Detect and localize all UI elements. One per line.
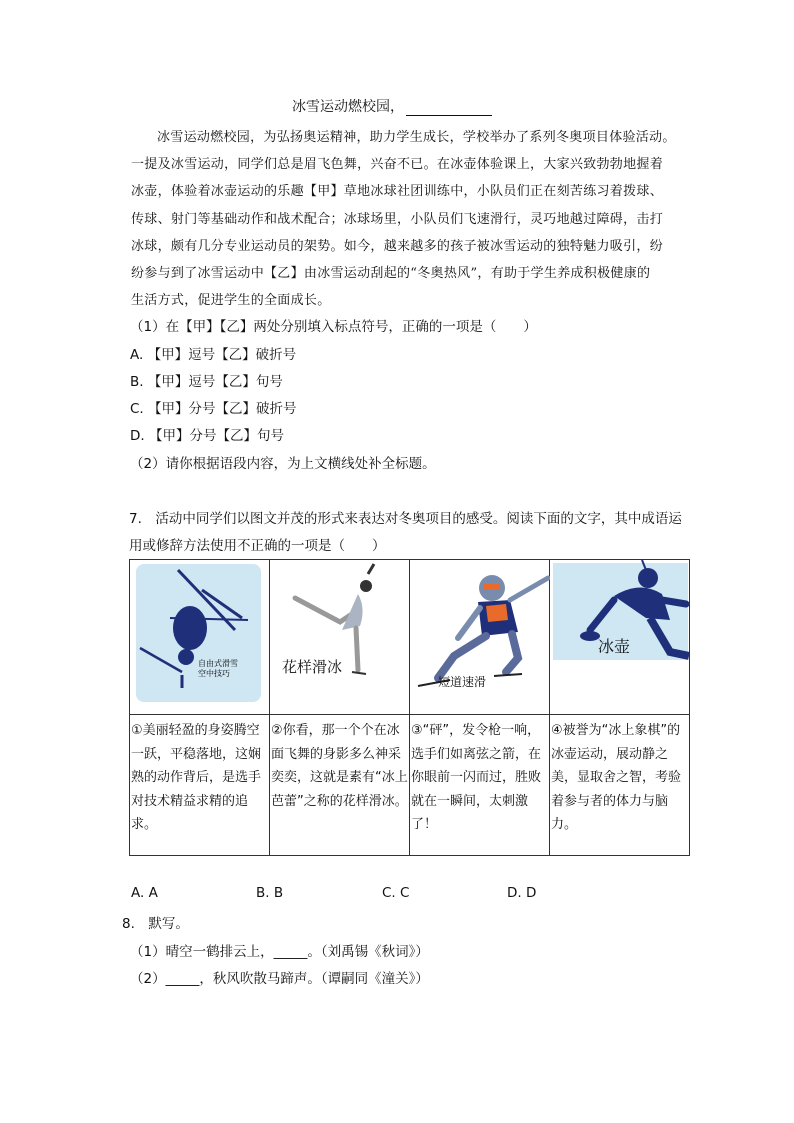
option-a[interactable]: A. 【甲】逗号【乙】破折号 [130,347,297,363]
sports-table [129,559,690,856]
answer-a[interactable]: A. A [131,885,158,901]
question-8-line-2: （2）_____，秋风吹散马蹄声。（谭嗣同《潼关》） [130,971,429,987]
section-title-text: 冰雪运动燃校园， [292,99,404,115]
question-8-line-1: （1）晴空一鹤排云上，_____。（刘禹锡《秋词》） [130,944,429,960]
section-title [292,96,492,116]
curling-icon [550,560,689,710]
question-8-title: 8. 默写。 [122,916,189,932]
answer-d[interactable]: D. D [507,885,537,901]
cell-text-1: ①美丽轻盈的身姿腾空一跃，平稳落地，这娴熟的动作背后，是选手对技术精益求精的追求。 [130,715,270,856]
passage [131,124,691,314]
speed-skating-label: 短道速滑 [438,675,487,689]
freestyle-label-2: 空中技巧 [198,669,230,678]
passage-line: 一提及冰雪运动，同学们总是眉飞色舞，兴奋不已。在冰壶体验课上，大家兴致勃勃地握着 [131,157,664,173]
figure-skating-icon [270,560,410,710]
answer-b[interactable]: B. B [256,885,284,901]
option-d[interactable]: D. 【甲】分号【乙】句号 [130,428,284,444]
option-b[interactable]: B. 【甲】逗号【乙】句号 [130,374,283,390]
cell-speed-skating [410,560,550,715]
title-blank[interactable] [406,101,492,116]
cell-freestyle-ski [130,560,270,715]
cell-text-2: ②你看，那一个个在冰面飞舞的身影多么神采奕奕，这就是素有“冰上芭蕾”之称的花样滑冰。 [270,715,410,856]
passage-line: 生活方式，促进学生的全面成长。 [131,293,331,309]
freestyle-label-1: 自由式滑雪 [198,659,238,668]
cell-figure-skating [270,560,410,715]
speed-skating-icon [410,560,550,710]
cell-curling [550,560,690,715]
q7-line: 用或修辞方法使用不正确的一项是（ ） [129,538,386,554]
passage-line: 冰壶，体验着冰壶运动的乐趣【甲】草地冰球社团训练中，小队员们正在刻苦练习着拨球、 [131,184,664,200]
option-c[interactable]: C. 【甲】分号【乙】破折号 [130,401,297,417]
question-2: （2）请你根据语段内容，为上文横线处补全标题。 [130,456,436,472]
answer-c[interactable]: C. C [382,885,410,901]
passage-line: 传球、射门等基础动作和战术配合；冰球场里，小队员们飞速滑行，灵巧地越过障碍，击打 [131,211,664,227]
question-7-stem [129,506,693,560]
passage-line: 冰雪运动燃校园，为弘扬奥运精神，助力学生成长，学校举办了系列冬奥项目体验活动。 [157,130,676,145]
cell-text-3: ③“砰”，发令枪一响，选手们如离弦之箭，在你眼前一闪而过，胜败就在一瞬间，太刺激了！ [410,715,550,856]
passage-line: 冰球，颇有几分专业运动员的架势。如今，越来越多的孩子被冰雪运动的独特魅力吸引，纷 [131,238,664,254]
passage-line: 纷参与到了冰雪运动中【乙】由冰雪运动刮起的“冬奥热风”，有助于学生养成积极健康的 [131,266,651,282]
question-1: （1）在【甲】【乙】两处分别填入标点符号，正确的一项是（ ） [130,319,537,335]
cell-text-4: ④被誉为“冰上象棋”的冰壶运动，展动静之美，显取舍之智，考验着参与者的体力与脑力。 [550,715,690,856]
freestyle-ski-icon [130,560,269,710]
curling-label: 冰壶 [598,637,631,656]
figure-skating-label: 花样滑冰 [282,658,343,676]
q7-line: 7. 活动中同学们以图文并茂的形式来表达对冬奥项目的感受。阅读下面的文字，其中成语运 [129,511,682,527]
